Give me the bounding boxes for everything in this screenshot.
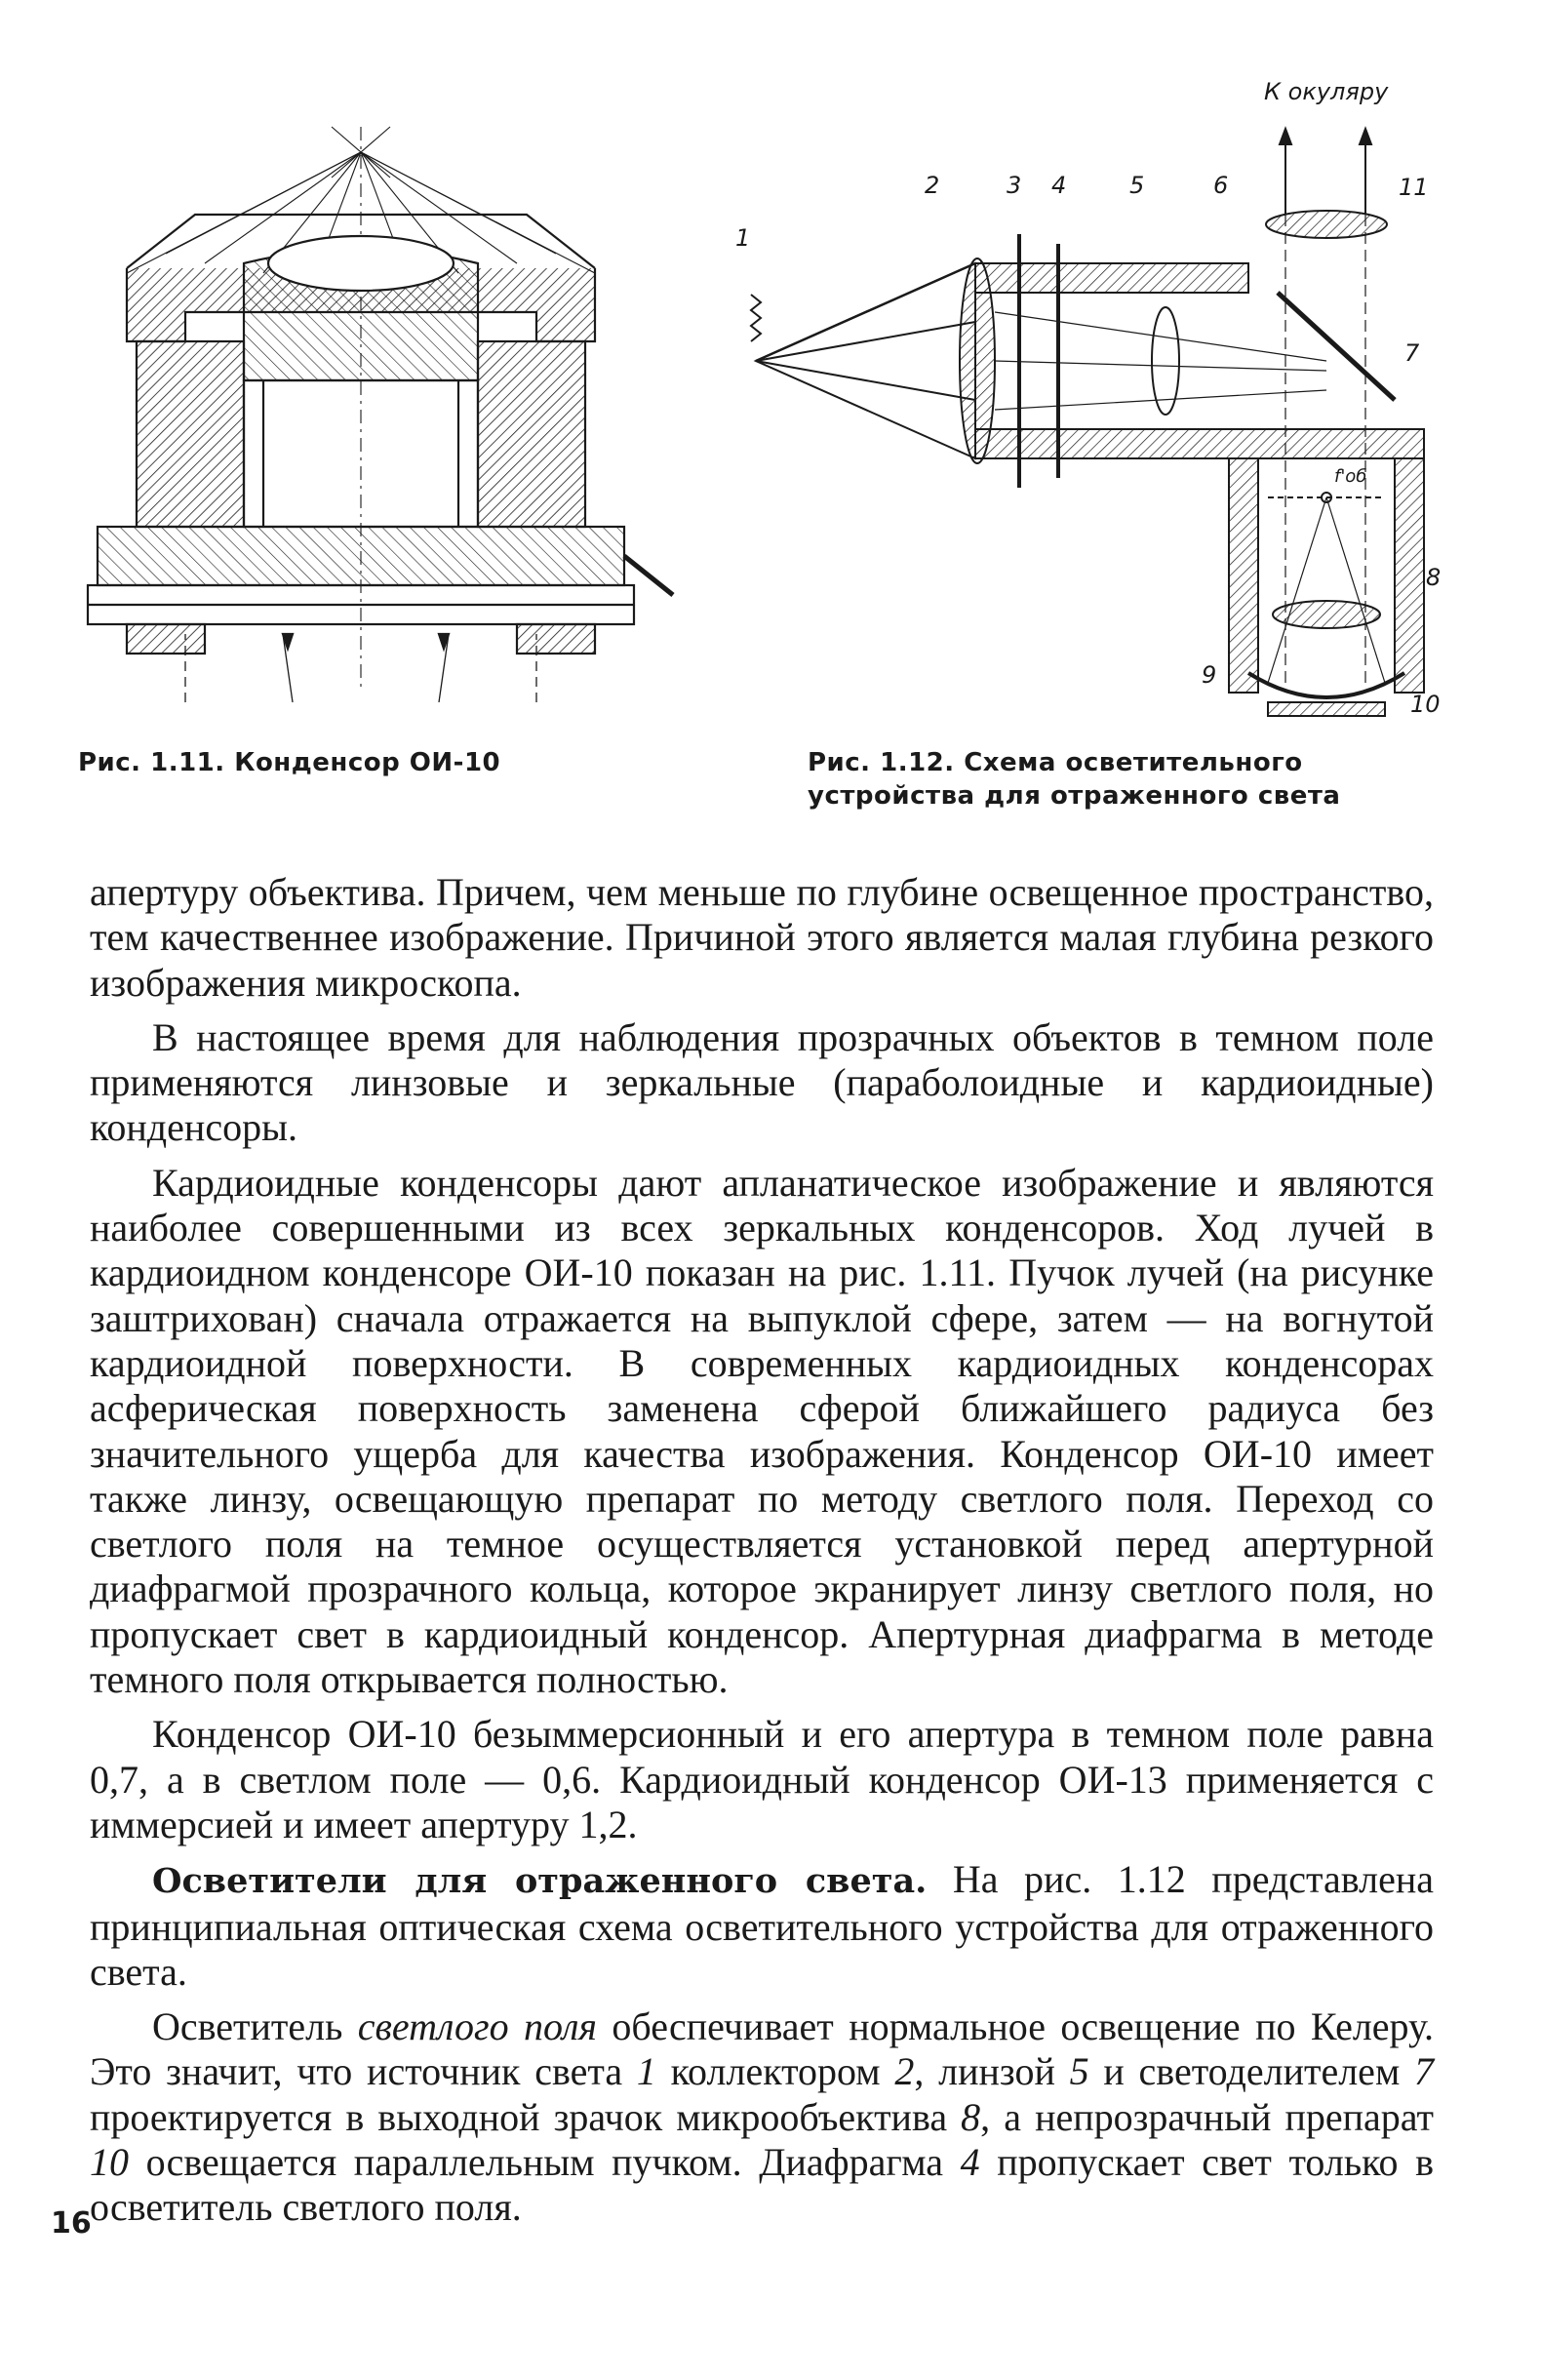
fig12-label-4: 4 — [1051, 172, 1067, 199]
p6-part: , линзой — [914, 2049, 1070, 2094]
paragraph-2: В настоящее время для наблюдения прозрачных объектов в темном поле применяются линзовые и зеркальные (параболоидные и кардиоидные) конденсоры. — [90, 1014, 1434, 1150]
figure-1-12-illuminator-scheme — [722, 68, 1463, 732]
figure-1-11-caption: Рис. 1.11. Конденсор ОИ-10 — [78, 748, 501, 777]
p6-part: проектируется в выходной зрачок микрообъектива — [90, 2094, 962, 2139]
fig12-label-2: 2 — [925, 172, 940, 199]
paragraph-3: Кардиоидные конденсоры дают апланатическое изображение и являются наиболее совершенными из всех зеркальных конденсоров. Ход лучей в кардиоидном конденсоре ОИ-10 показан на рис. 1.11. Пучок лучей (на рисунке заштрихован) сначала отражается на выпуклой сфере, затем — на вогнутой кардиоидной поверхности. В современных кардиоидных конденсорах асферическая поверхность заменена сферой ближайшего радиуса без значительного ущерба для качества изображения. Конденсор ОИ-10 имеет также линзу, освещающую препарат по методу светлого поля. Переход со светлого поля на темное осуществляется установкой перед апертурной диафрагмой прозрачного кольца, которое экранирует линзу светлого поля, но пропускает свет в кардиоидный конденсор. Апертурная диафрагма в методе темного поля открывается полностью. — [90, 1160, 1434, 1702]
p6-ref: 8 — [961, 2094, 981, 2139]
paragraph-5-text: На рис. 1.12 представлена принципиальная оптическая схема осветительного устройства для отраженного света. — [90, 1857, 1435, 1994]
fig12-label-10: 10 — [1410, 691, 1441, 718]
p6-ref: 4 — [960, 2140, 980, 2185]
fig12-label-11: 11 — [1399, 174, 1429, 201]
section-heading: Осветители для отраженного света. — [152, 1861, 928, 1902]
fig12-label-6: 6 — [1213, 172, 1229, 199]
p6-ref: 1 — [636, 2049, 656, 2094]
paragraph-5 — [90, 1857, 1434, 1995]
paragraph-6 — [90, 2004, 1434, 2230]
eyepiece-label: К окуляру — [1264, 78, 1389, 105]
p6-ref: 2 — [894, 2049, 915, 2094]
figure-1-11-condenser-drawing — [68, 117, 692, 702]
fig12-label-8: 8 — [1426, 564, 1442, 591]
fig12-label-7: 7 — [1404, 339, 1420, 367]
p6-ref: 10 — [90, 2140, 129, 2185]
body-text — [90, 870, 1434, 2231]
illuminator-svg — [722, 68, 1463, 732]
focal-label: f'об — [1334, 466, 1367, 487]
p6-part: освещается параллельным пучком. Диафрагма — [129, 2140, 961, 2185]
fig12-label-9: 9 — [1202, 661, 1217, 689]
fig12-label-1: 1 — [735, 224, 751, 252]
paragraph-1: апертуру объектива. Причем, чем меньше по глубине освещенное пространство, тем качественнее изображение. Причиной этого является малая глубина резкого изображения микроскопа. — [90, 870, 1434, 1005]
p6-part: , а непрозрачный препарат — [980, 2094, 1434, 2139]
fig12-label-5: 5 — [1129, 172, 1145, 199]
p6-part: пропускает свет только в осветитель светлого поля. — [90, 2140, 1434, 2230]
paragraph-4: Конденсор ОИ-10 безыммерсионный и его апертура в темном поле равна 0,7, а в светлом поле — 0,6. Кардиоидный конденсор ОИ-13 применяется с иммерсией и имеет апертуру 1,2. — [90, 1712, 1434, 1846]
p6-part: обеспечивает нормальное освещение по Келеру. Это значит, что источник света — [90, 2004, 1435, 2094]
condenser-svg — [68, 117, 692, 702]
fig12-label-3: 3 — [1007, 172, 1022, 199]
p6-part: и светоделителем — [1088, 2049, 1415, 2094]
p6-ref: 7 — [1414, 2049, 1435, 2094]
p6-part: коллектором — [655, 2049, 895, 2094]
page-number: 16 — [51, 2206, 92, 2241]
p6-part: Осветитель — [152, 2004, 358, 2049]
p6-ref: 5 — [1069, 2049, 1089, 2094]
figure-1-12-caption: Рис. 1.12. Схема осветительного устройства для отраженного света — [808, 748, 1341, 811]
p6-italic-term: светлого поля — [357, 2004, 598, 2049]
